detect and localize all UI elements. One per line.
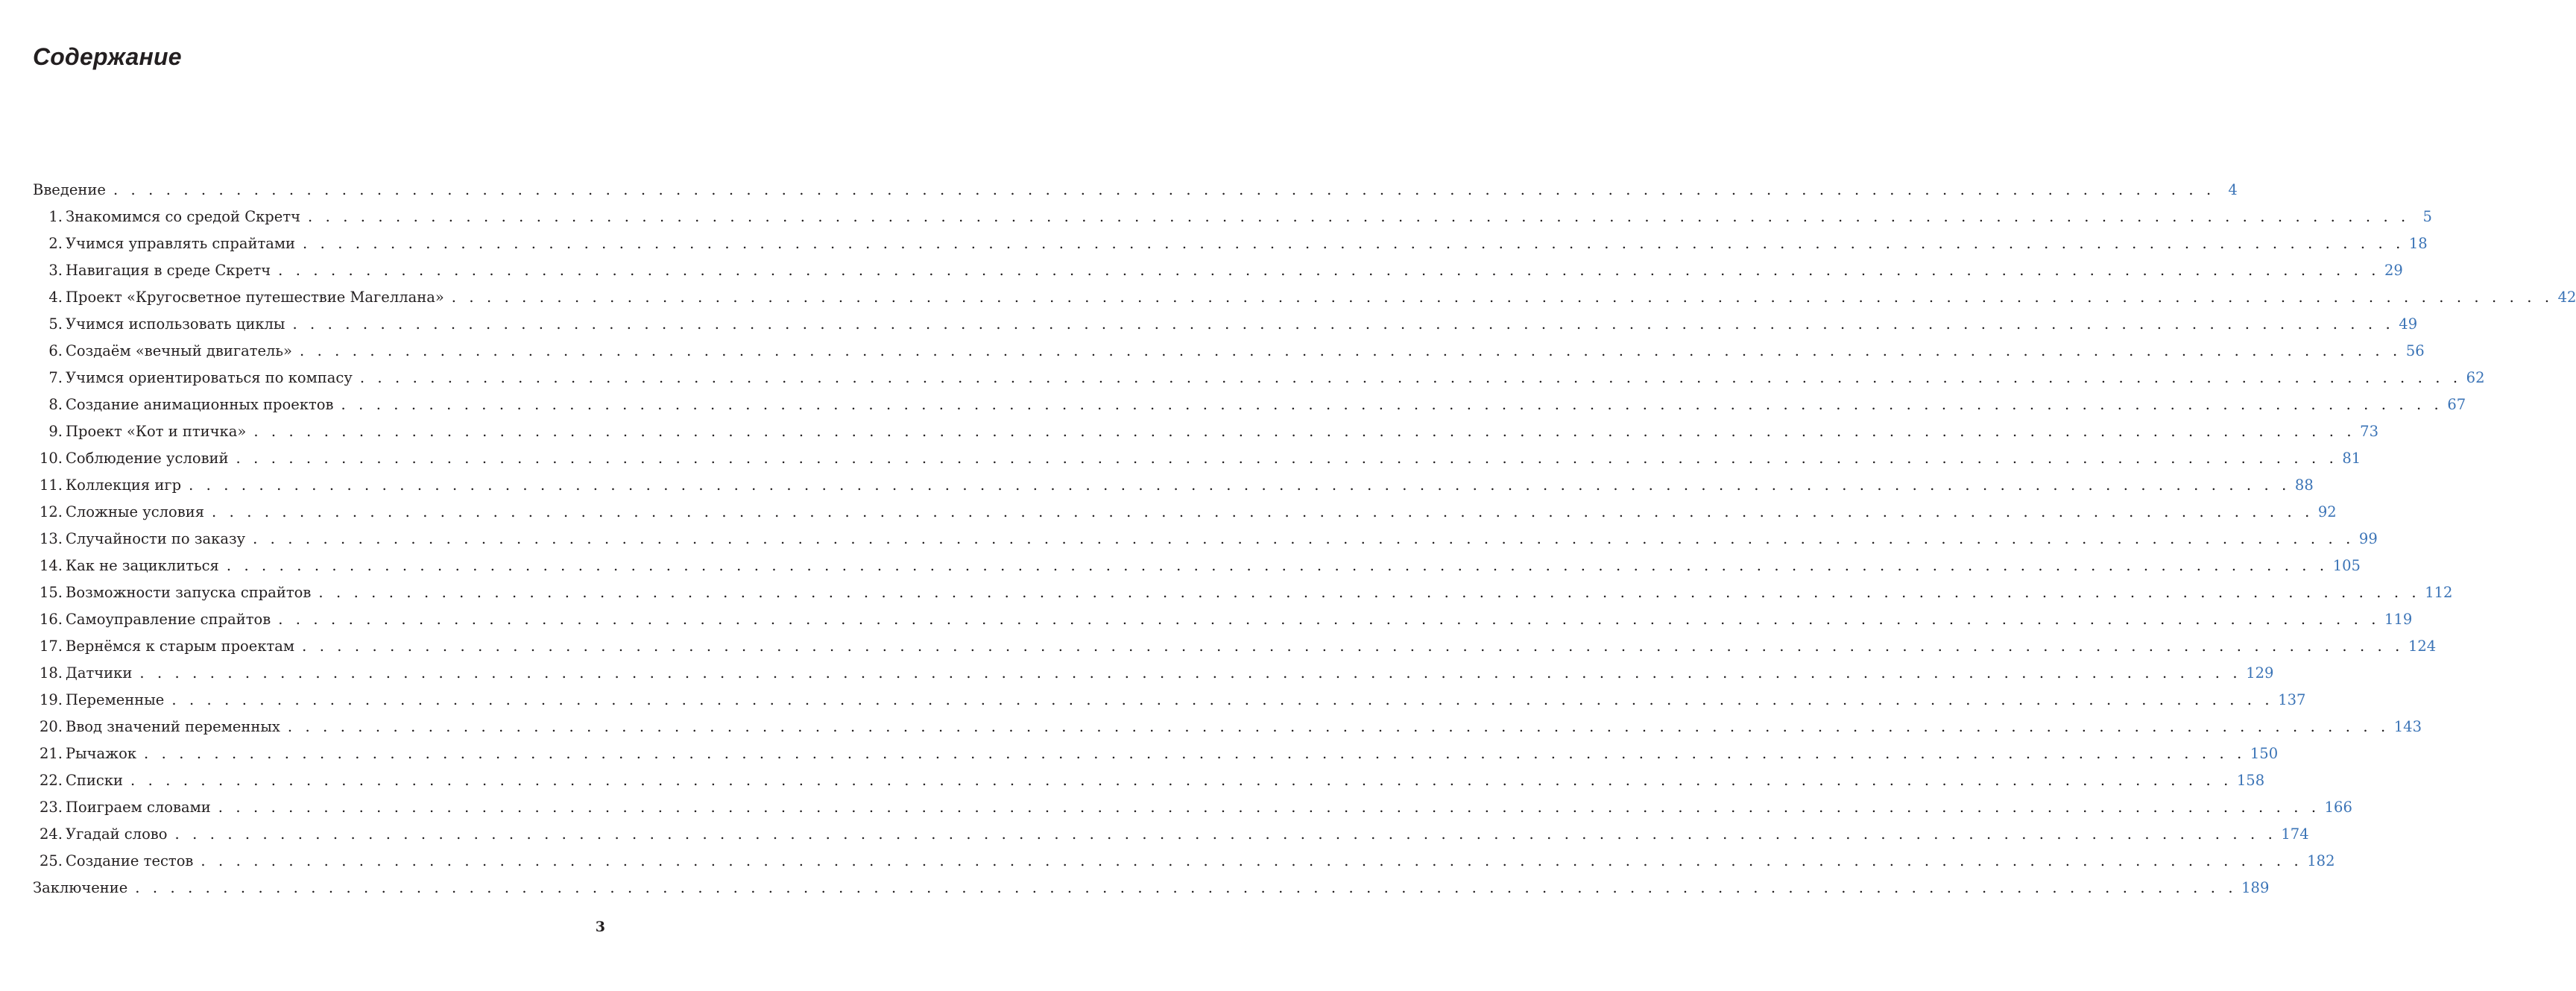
table-of-contents [33,177,2576,902]
toc-entry-page[interactable]: 182 [2307,852,2335,869]
toc-entry-page[interactable]: 81 [2342,450,2361,467]
toc-entry-page[interactable]: 67 [2447,396,2466,413]
toc-entry[interactable] [33,418,2378,445]
toc-entry[interactable] [33,767,2265,794]
toc-dot-leader: . . . . . . . . . . . . . . . . . . . . . . . . . . . . . . . . . . . . . . . . . . . . . . . . . . . . . . . . . . . . . . . . . . . . . . . . . . . . . . . . . . . . . . . . . . . . . . . . . . . . . . . . . . . . . . . . . . . . . . . . [171,691,2274,708]
toc-entry-number: 9. [48,423,63,440]
toc-entry-page[interactable]: 174 [2281,825,2309,843]
toc-entry-number: 13. [39,530,63,547]
toc-dot-leader: . . . . . . . . . . . . . . . . . . . . . . . . . . . . . . . . . . . . . . . . . . . . . . . . . . . . . . . . . . . . . . . . . . . . . . . . . . . . . . . . . . . . . . . . . . . . . . . . . . . . . . . . . . . . . . . . . . . . . . . . [236,450,2338,467]
toc-entry-page[interactable]: 29 [2384,262,2403,279]
toc-entry[interactable] [33,579,2453,606]
toc-entry-page[interactable]: 18 [2408,235,2428,252]
toc-dot-leader: . . . . . . . . . . . . . . . . . . . . . . . . . . . . . . . . . . . . . . . . . . . . . . . . . . . . . . . . . . . . . . . . . . . . . . . . . . . . . . . . . . . . . . . . . . . . . . . . . . . . . . . . . . . . . . . . . . . . . . . . [318,584,2421,601]
toc-entry[interactable] [33,338,2425,365]
toc-dot-leader: . . . . . . . . . . . . . . . . . . . . . . . . . . . . . . . . . . . . . . . . . . . . . . . . . . . . . . . . . . . . . . . . . . . . . . . . . . . . . . . . . . . . . . . . . . . . . . . . . . . . . . . . . . . . . . . . . . . . . . . . [189,476,2291,494]
toc-entry-page[interactable]: 143 [2393,718,2422,735]
toc-dot-leader: . . . . . . . . . . . . . . . . . . . . . . . . . . . . . . . . . . . . . . . . . . . . . . . . . . . . . . . . . . . . . . . . . . . . . . . . . . . . . . . . . . . . . . . . . . . . . . . . . . . . . . . . . . . . . . . . . . . . . . . . [278,262,2381,279]
toc-entry-page[interactable]: 49 [2399,315,2418,333]
toc-entry-title: Создание тестов [66,852,194,869]
toc-entry-title: Проект «Кот и птичка» [66,423,247,440]
toc-entry-number: 10. [39,450,63,467]
toc-entry[interactable] [33,311,2418,338]
toc-dot-leader: . . . . . . . . . . . . . . . . . . . . . . . . . . . . . . . . . . . . . . . . . . . . . . . . . . . . . . . . . . . . . . . . . . . . . . . . . . . . . . . . . . . . . . . . . . . . . . . . . . . . . . . . . . . . . . . . . . . . . . . . [359,369,2462,386]
toc-dot-leader: . . . . . . . . . . . . . . . . . . . . . . . . . . . . . . . . . . . . . . . . . . . . . . . . . . . . . . . . . . . . . . . . . . . . . . . . . . . . . . . . . . . . . . . . . . . . . . . . . . . . . . . . . . . . . . . . . . . . . . . . [253,423,2356,440]
toc-entry-number: 14. [39,557,63,574]
toc-entry-page[interactable]: 119 [2384,611,2413,628]
toc-entry[interactable] [33,499,2337,526]
toc-dot-leader: . . . . . . . . . . . . . . . . . . . . . . . . . . . . . . . . . . . . . . . . . . . . . . . . . . . . . . . . . . . . . . . . . . . . . . . . . . . . . . . . . . . . . . . . . . . . . . . . . . . . . . . . . . . . . . . . . . . . . . . . [341,396,2443,413]
toc-entry[interactable] [33,553,2361,579]
toc-dot-leader: . . . . . . . . . . . . . . . . . . . . . . . . . . . . . . . . . . . . . . . . . . . . . . . . . . . . . . . . . . . . . . . . . . . . . . . . . . . . . . . . . . . . . . . . . . . . . . . . . . . . . . . . . . . . . . . . . . . . . . . . [299,342,2402,359]
toc-entry-page[interactable]: 137 [2278,691,2306,708]
page-number: 3 [595,919,605,935]
toc-dot-leader: . . . . . . . . . . . . . . . . . . . . . . . . . . . . . . . . . . . . . . . . . . . . . . . . . . . . . . . . . . . . . . . . . . . . . . . . . . . . . . . . . . . . . . . . . . . . . . . . . . . . . . . . . . . . . . . . . . . . . . . . [278,611,2381,628]
toc-entry-title: Учимся управлять спрайтами [66,235,296,252]
toc-entry-number: 22. [39,772,63,789]
toc-entry-page[interactable]: 56 [2405,342,2425,359]
toc-entry-title: Возможности запуска спрайтов [66,584,312,601]
toc-entry-title: Учимся ориентироваться по компасу [66,369,353,386]
toc-entry[interactable] [33,284,2576,311]
toc-entry-number: 17. [39,638,63,655]
toc-entry-number: 2. [48,235,63,252]
toc-entry-title: Навигация в среде Скретч [66,262,271,279]
toc-entry-page[interactable]: 189 [2241,879,2270,896]
toc-entry-number: 19. [39,691,63,708]
toc-entry-title: Как не зациклиться [66,557,219,574]
toc-entry-title: Создание анимационных проектов [66,396,334,413]
toc-entry[interactable] [33,875,2270,902]
toc-entry-title: Коллекция игр [66,476,182,494]
toc-entry[interactable] [33,633,2437,660]
toc-entry-page[interactable]: 129 [2246,664,2274,682]
toc-entry[interactable] [33,365,2485,391]
toc-entry[interactable] [33,660,2274,687]
toc-entry[interactable] [33,526,2378,553]
toc-entry[interactable] [33,740,2279,767]
toc-entry-title: Угадай слово [66,825,168,843]
page-title: Содержание [33,43,182,70]
toc-entry-page[interactable]: 92 [2317,503,2337,520]
toc-entry-page[interactable]: 5 [2422,208,2432,225]
toc-entry[interactable] [33,445,2361,472]
toc-entry-page[interactable]: 4 [2228,181,2238,198]
toc-entry-title: Переменные [66,691,165,708]
toc-entry-title: Рычажок [66,745,137,762]
toc-entry-page[interactable]: 42 [2557,289,2576,306]
toc-entry-number: 25. [39,852,63,869]
toc-entry-number: 4. [48,289,63,306]
toc-entry[interactable] [33,794,2352,821]
toc-entry-title: Сложные условия [66,503,205,520]
toc-dot-leader: . . . . . . . . . . . . . . . . . . . . . . . . . . . . . . . . . . . . . . . . . . . . . . . . . . . . . . . . . . . . . . . . . . . . . . . . . . . . . . . . . . . . . . . . . . . . . . . . . . . . . . . . . . . . . . . . . . . . . . . . [130,772,2232,789]
toc-entry-page[interactable]: 99 [2358,530,2378,547]
toc-entry-number: 24. [39,825,63,843]
toc-dot-leader: . . . . . . . . . . . . . . . . . . . . . . . . . . . . . . . . . . . . . . . . . . . . . . . . . . . . . . . . . . . . . . . . . . . . . . . . . . . . . . . . . . . . . . . . . . . . . . . . . . . . . . . . . . . . . . . . . . . . . . . . [292,315,2395,333]
toc-entry[interactable] [33,230,2428,257]
toc-entry-number: 6. [48,342,63,359]
toc-dot-leader: . . . . . . . . . . . . . . . . . . . . . . . . . . . . . . . . . . . . . . . . . . . . . . . . . . . . . . . . . . . . . . . . . . . . . . . . . . . . . . . . . . . . . . . . . . . . . . . . . . . . . . . . . . . . . . . . . . . . . . . . [303,235,2405,252]
toc-entry-number: 21. [39,745,63,762]
toc-entry-number: 12. [39,503,63,520]
toc-entry-number: 15. [39,584,63,601]
toc-entry-title: Датчики [66,664,133,682]
toc-entry-page[interactable]: 112 [2425,584,2453,601]
toc-dot-leader: . . . . . . . . . . . . . . . . . . . . . . . . . . . . . . . . . . . . . . . . . . . . . . . . . . . . . . . . . . . . . . . . . . . . . . . . . . . . . . . . . . . . . . . . . . . . . . . . . . . . . . . . . . . . . . . . . . . . . . . . [226,557,2329,574]
toc-entry-page[interactable]: 105 [2332,557,2361,574]
toc-entry-title: Соблюдение условий [66,450,229,467]
toc-entry-number: 1. [48,208,63,225]
toc-entry-number: 20. [39,718,63,735]
toc-entry[interactable] [33,472,2314,499]
toc-entry[interactable] [33,714,2422,740]
toc-entry-title: Проект «Кругосветное путешествие Магеллана» [66,289,444,306]
toc-entry-number: 23. [39,799,63,816]
toc-entry-title: Поиграем словами [66,799,211,816]
toc-dot-leader: . . . . . . . . . . . . . . . . . . . . . . . . . . . . . . . . . . . . . . . . . . . . . . . . . . . . . . . . . . . . . . . . . . . . . . . . . . . . . . . . . . . . . . . . . . . . . . . . . . . . . . . . . . . . . . . . . . . . . . . . [253,530,2355,547]
toc-dot-leader: . . . . . . . . . . . . . . . . . . . . . . . . . . . . . . . . . . . . . . . . . . . . . . . . . . . . . . . . . . . . . . . . . . . . . . . . . . . . . . . . . . . . . . . . . . . . . . . . . . . . . . . . . . . . . . . . . . . . . . . . [201,852,2303,869]
toc-entry-number: 3. [48,262,63,279]
toc-entry-page[interactable]: 166 [2324,799,2352,816]
toc-entry-title: Заключение [33,879,128,896]
toc-entry[interactable] [33,606,2413,633]
toc-entry-number: 7. [48,369,63,386]
toc-entry[interactable] [33,687,2306,714]
toc-entry-title: Ввод значений переменных [66,718,280,735]
toc-entry-title: Случайности по заказу [66,530,246,547]
toc-entry-title: Списки [66,772,124,789]
toc-dot-leader: . . . . . . . . . . . . . . . . . . . . . . . . . . . . . . . . . . . . . . . . . . . . . . . . . . . . . . . . . . . . . . . . . . . . . . . . . . . . . . . . . . . . . . . . . . . . . . . . . . . . . . . . . . . . . . . . . . . . . . . . [174,825,2277,843]
toc-entry[interactable] [33,821,2309,848]
toc-entry-number: 18. [39,664,63,682]
toc-dot-leader: . . . . . . . . . . . . . . . . . . . . . . . . . . . . . . . . . . . . . . . . . . . . . . . . . . . . . . . . . . . . . . . . . . . . . . . . . . . . . . . . . . . . . . . . . . . . . . . . . . . . . . . . . . . . . . . . . . . . . . . . [144,745,2246,762]
toc-entry[interactable] [33,257,2403,284]
toc-dot-leader: . . . . . . . . . . . . . . . . . . . . . . . . . . . . . . . . . . . . . . . . . . . . . . . . . . . . . . . . . . . . . . . . . . . . . . . . . . . . . . . . . . . . . . . . . . . . . . . . . . . . . . . . . . . . . . . . . . . . . . . . [139,664,2242,682]
toc-entry[interactable] [33,391,2466,418]
toc-dot-leader: . . . . . . . . . . . . . . . . . . . . . . . . . . . . . . . . . . . . . . . . . . . . . . . . . . . . . . . . . . . . . . . . . . . . . . . . . . . . . . . . . . . . . . . . . . . . . . . . . . . . . . . . . . . . . . . . . . . . . . . . [212,503,2314,520]
toc-entry[interactable] [33,177,2238,204]
toc-entry-title: Вернёмся к старым проектам [66,638,295,655]
toc-dot-leader: . . . . . . . . . . . . . . . . . . . . . . . . . . . . . . . . . . . . . . . . . . . . . . . . . . . . . . . . . . . . . . . . . . . . . . . . . . . . . . . . . . . . . . . . . . . . . . . . . . . . . . . . . . . . . . . . . . . . . . . . [451,289,2554,306]
toc-entry-number: 8. [48,396,63,413]
toc-dot-leader: . . . . . . . . . . . . . . . . . . . . . . . . . . . . . . . . . . . . . . . . . . . . . . . . . . . . . . . . . . . . . . . . . . . . . . . . . . . . . . . . . . . . . . . . . . . . . . . . . . . . . . . . . . . . . . . . . . . . . . . . [308,208,2410,225]
toc-dot-leader: . . . . . . . . . . . . . . . . . . . . . . . . . . . . . . . . . . . . . . . . . . . . . . . . . . . . . . . . . . . . . . . . . . . . . . . . . . . . . . . . . . . . . . . . . . . . . . . . . . . . . . . . . . . . . . . . . . . . . . . . [113,181,2215,198]
toc-entry-number: 5. [48,315,63,333]
toc-entry-number: 11. [39,476,63,494]
toc-entry-title: Создаём «вечный двигатель» [66,342,292,359]
toc-entry-page[interactable]: 73 [2360,423,2378,440]
toc-entry-page[interactable]: 62 [2466,369,2485,386]
toc-entry-title: Знакомимся со средой Скретч [66,208,301,225]
toc-entry-page[interactable]: 158 [2236,772,2265,789]
toc-entry-page[interactable]: 88 [2294,476,2314,494]
toc-dot-leader: . . . . . . . . . . . . . . . . . . . . . . . . . . . . . . . . . . . . . . . . . . . . . . . . . . . . . . . . . . . . . . . . . . . . . . . . . . . . . . . . . . . . . . . . . . . . . . . . . . . . . . . . . . . . . . . . . . . . . . . . [135,879,2238,896]
toc-entry-number: 16. [39,611,63,628]
toc-dot-leader: . . . . . . . . . . . . . . . . . . . . . . . . . . . . . . . . . . . . . . . . . . . . . . . . . . . . . . . . . . . . . . . . . . . . . . . . . . . . . . . . . . . . . . . . . . . . . . . . . . . . . . . . . . . . . . . . . . . . . . . . [218,799,2320,816]
toc-dot-leader: . . . . . . . . . . . . . . . . . . . . . . . . . . . . . . . . . . . . . . . . . . . . . . . . . . . . . . . . . . . . . . . . . . . . . . . . . . . . . . . . . . . . . . . . . . . . . . . . . . . . . . . . . . . . . . . . . . . . . . . . [287,718,2390,735]
toc-entry[interactable] [33,848,2335,875]
toc-entry-title: Введение [33,181,106,198]
toc-entry-page[interactable]: 124 [2408,638,2437,655]
toc-entry-page[interactable]: 150 [2250,745,2279,762]
toc-entry-title: Учимся использовать циклы [66,315,285,333]
toc-entry-title: Самоуправление спрайтов [66,611,271,628]
toc-dot-leader: . . . . . . . . . . . . . . . . . . . . . . . . . . . . . . . . . . . . . . . . . . . . . . . . . . . . . . . . . . . . . . . . . . . . . . . . . . . . . . . . . . . . . . . . . . . . . . . . . . . . . . . . . . . . . . . . . . . . . . . . [302,638,2404,655]
toc-entry[interactable] [33,204,2432,230]
